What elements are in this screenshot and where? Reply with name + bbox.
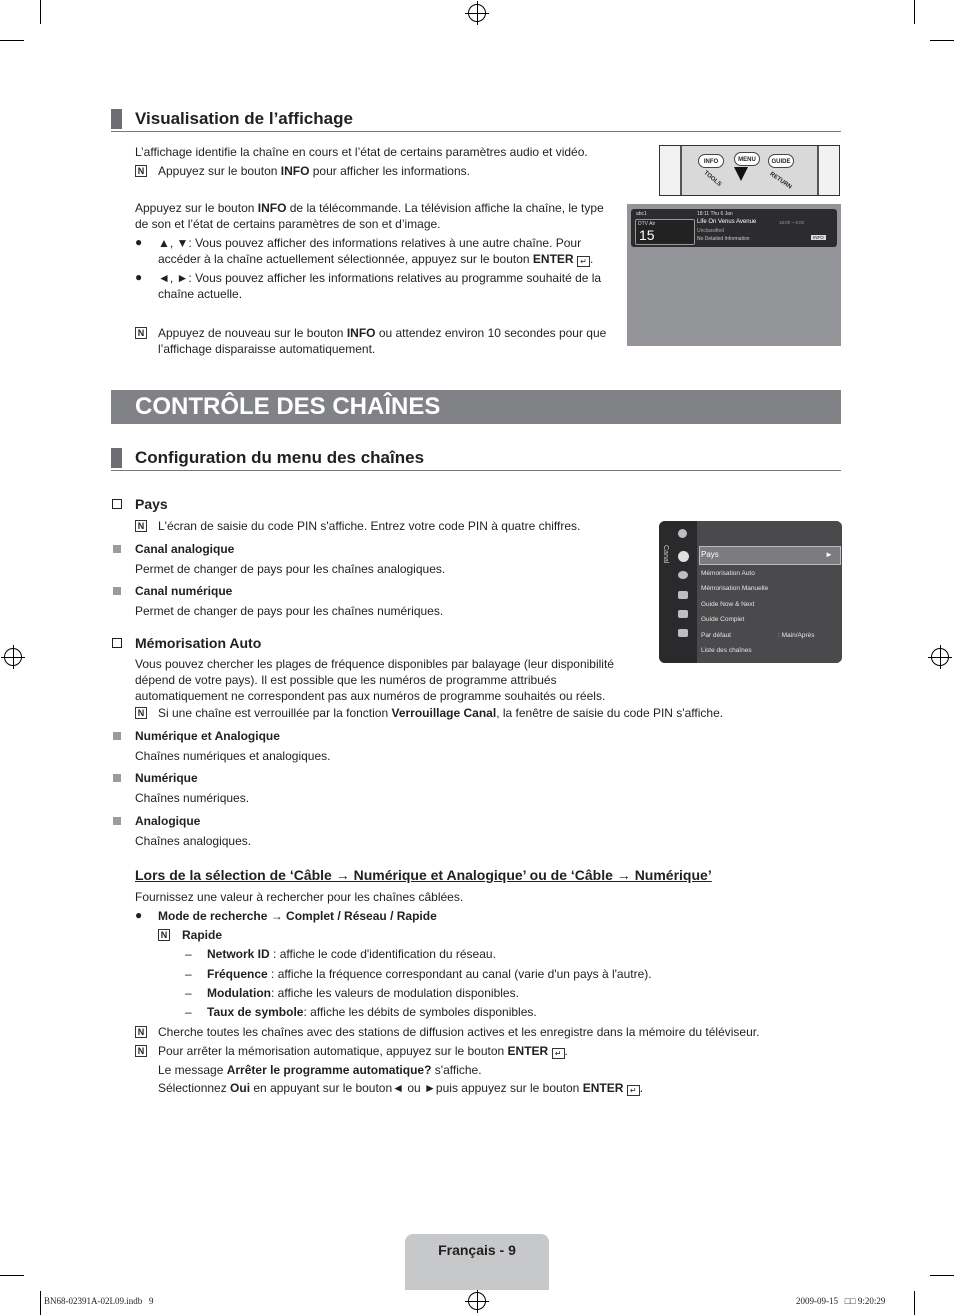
section-title: Visualisation de l’affichage <box>135 109 353 128</box>
crop-mark <box>914 1291 915 1315</box>
menu-item: Liste des chaînes <box>701 647 752 654</box>
crop-mark <box>930 1275 954 1276</box>
sub-title: Analogique <box>135 814 201 828</box>
registration-mark-icon <box>468 1292 486 1310</box>
sub-title: Numérique et Analogique <box>135 729 280 743</box>
note-icon: N <box>135 707 147 719</box>
note-text: Appuyez de nouveau sur le bouton INFO ou attendez environ 10 secondes pour que l’affichage disparaisse automatiquement. <box>158 326 607 356</box>
section-title: Configuration du menu des chaînes <box>135 448 425 467</box>
square-bullet-icon <box>113 545 121 553</box>
arrow-pointer-icon <box>734 167 748 181</box>
details: No Detailed Information <box>697 236 750 242</box>
crop-mark <box>0 40 24 41</box>
cable-intro: Fournissez une valeur à rechercher pour les chaînes câblées. <box>135 890 464 904</box>
support-icon <box>678 629 688 637</box>
menu-item: Mémorisation Manuelle <box>701 585 769 592</box>
enter-icon: ↵ <box>577 256 590 267</box>
sub-title: Canal numérique <box>135 584 233 598</box>
crop-mark <box>40 0 41 24</box>
section-heading <box>111 109 841 132</box>
enter-icon: ↵ <box>552 1048 565 1059</box>
sub-desc: Chaînes numériques. <box>135 791 250 805</box>
square-bullet-icon <box>113 732 121 740</box>
menu-list <box>697 521 842 663</box>
note-icon: N <box>135 520 147 532</box>
detail-text: Network ID : affiche le code d'identification du réseau. <box>207 947 496 961</box>
tools-label: TOOLS <box>702 170 723 188</box>
crop-mark <box>930 40 954 41</box>
note-text: Cherche toutes les chaînes avec des stations de diffusion actives et les enregistre dans la mémoire du téléviseur. <box>158 1025 760 1039</box>
picture-icon <box>678 529 687 538</box>
time-range: 18:00 ~ 6:00 <box>779 220 805 225</box>
square-bullet-icon <box>113 587 121 595</box>
registration-mark-icon <box>931 648 949 666</box>
menu-item: Guide Now & Next <box>701 601 755 608</box>
menu-button-icon: MENU <box>734 152 760 166</box>
file-info: BN68-02391A-02L09.indb 9 <box>44 1296 154 1306</box>
source-label: DTV Air <box>638 221 656 227</box>
print-datetime: 2009-09-15 □□ 9:20:29 <box>796 1296 886 1306</box>
application-icon <box>678 610 688 618</box>
note-text: L'écran de saisie du code PIN s'affiche. Entrez votre code PIN à quatre chiffres. <box>158 519 581 533</box>
item-title: Pays <box>135 496 168 512</box>
registration-mark-icon <box>468 4 486 22</box>
note-text: Si une chaîne est verrouillée par la fonction Verrouillage Canal, la fenêtre de saisie du code PIN s'affiche. <box>158 706 724 720</box>
info-banner <box>631 209 837 247</box>
menu-item: Par défaut <box>701 632 731 639</box>
mode-text: Mode de recherche → Complet / Réseau / Rapide <box>158 909 437 923</box>
square-bullet-icon <box>113 774 121 782</box>
page-number-tab <box>405 1234 549 1290</box>
intro-text: L’affichage identifie la chaîne en cours et l’état de certains paramètres audio et vidéo. <box>135 145 588 159</box>
bullet-icon: ● <box>135 908 143 922</box>
crop-mark <box>0 1275 24 1276</box>
chapter-banner <box>111 390 841 424</box>
crop-mark <box>914 0 915 24</box>
checkbox-bullet-icon <box>112 638 122 648</box>
input-icon <box>678 591 688 599</box>
section-heading <box>111 448 841 471</box>
note-text: Pour arrêter la mémorisation automatique, appuyez sur le bouton ENTER ↵ . Le message Arrêter le programme automatique? s'affiche. Sélectionnez Oui en appuyant sur le bouton◄ ou ►puis appuyez sur le bouton ENTER ↵ . <box>158 1044 644 1095</box>
setup-icon <box>678 571 688 579</box>
category: Unclassified <box>697 228 724 234</box>
page-number: Français - 9 <box>438 1242 516 1258</box>
registration-mark-icon <box>4 648 22 666</box>
note-icon: N <box>135 1045 147 1057</box>
channel-box <box>635 219 695 245</box>
item-title: Mémorisation Auto <box>135 635 262 651</box>
detail-text: Modulation: affiche les valeurs de modulation disponibles. <box>207 986 519 1000</box>
sub-desc: Permet de changer de pays pour les chaînes numériques. <box>135 604 444 618</box>
menu-item-value: : Main/Après <box>778 632 815 639</box>
detail-text: Fréquence : affiche la fréquence correspondant au canal (varie d'un pays à l'autre). <box>207 967 652 981</box>
bullet-text: ◄, ►: Vous pouvez afficher les informations relatives au programme souhaité de la chaîne actuelle. <box>158 271 602 301</box>
cable-heading: Lors de la sélection de ‘Câble → Numérique et Analogique’ ou de ‘Câble → Numérique’ <box>135 867 712 883</box>
dash-icon: – <box>185 986 192 1000</box>
bullet-icon: ● <box>135 235 143 249</box>
info-tag: INFO <box>813 235 824 240</box>
heading-bar <box>111 109 122 129</box>
sub-title: Numérique <box>135 771 198 785</box>
channel-icon <box>678 551 689 562</box>
paragraph: Appuyez sur le bouton INFO de la télécommande. La télévision affiche la chaîne, le type de son et l’état de certains paramètres de son et d’image. <box>135 201 604 231</box>
note-icon: N <box>135 1026 147 1038</box>
bullet-text: ▲, ▼: Vous pouvez afficher des informations relatives à une autre chaîne. Pour accéder à la chaîne actuellement sélectionnée, appuyez sur le bouton ENTER ↵ . <box>158 236 594 266</box>
heading-bar <box>111 448 122 468</box>
info-screen-image <box>627 204 841 346</box>
note-icon: N <box>158 929 170 941</box>
channel-number: 15 <box>639 227 655 243</box>
paragraph: Vous pouvez chercher les plages de fréquence disponibles par balayage (leur disponibilité dépend de votre pays). Il est possible que les numéros de programme attribués automatiquement ne correspondent pas aux numéros de programme souhaités ou réels. <box>135 657 614 703</box>
channel-name: abc1 <box>636 211 647 217</box>
datetime: 18:11 Thu 6 Jan <box>697 211 733 217</box>
sub-title: Canal analogique <box>135 542 235 556</box>
remote-control-image <box>659 145 840 196</box>
note-icon: N <box>135 327 147 339</box>
menu-sidebar <box>659 521 697 663</box>
checkbox-bullet-icon <box>112 499 122 509</box>
channel-menu-image <box>659 521 842 663</box>
info-button-icon: INFO <box>698 154 724 168</box>
detail-text: Taux de symbole: affiche les débits de symboles disponibles. <box>207 1005 537 1019</box>
dash-icon: – <box>185 1005 192 1019</box>
enter-icon: ↵ <box>627 1085 640 1096</box>
square-bullet-icon <box>113 817 121 825</box>
return-label: RETURN <box>768 171 793 191</box>
menu-item: Mémorisation Auto <box>701 570 755 577</box>
chapter-title: CONTRÔLE DES CHAÎNES <box>135 393 441 420</box>
menu-item-pays: Pays <box>701 550 719 559</box>
bullet-icon: ● <box>135 270 143 284</box>
dash-icon: – <box>185 947 192 961</box>
rapide-label: Rapide <box>182 928 223 942</box>
note-icon: N <box>135 165 147 177</box>
crop-mark <box>40 1291 41 1315</box>
guide-button-icon: GUIDE <box>768 154 794 168</box>
sub-desc: Chaînes numériques et analogiques. <box>135 749 331 763</box>
dash-icon: – <box>185 967 192 981</box>
note-text: Appuyez sur le bouton INFO pour afficher les informations. <box>158 164 470 178</box>
sub-desc: Permet de changer de pays pour les chaînes analogiques. <box>135 562 446 576</box>
menu-side-label: Canal <box>662 545 669 564</box>
menu-selected-highlight <box>699 546 841 565</box>
sub-desc: Chaînes analogiques. <box>135 834 252 848</box>
arrow-right-icon: ► <box>825 550 833 559</box>
menu-item: Guide Complet <box>701 616 745 623</box>
programme-title: Life On Venus Avenue <box>697 219 757 225</box>
